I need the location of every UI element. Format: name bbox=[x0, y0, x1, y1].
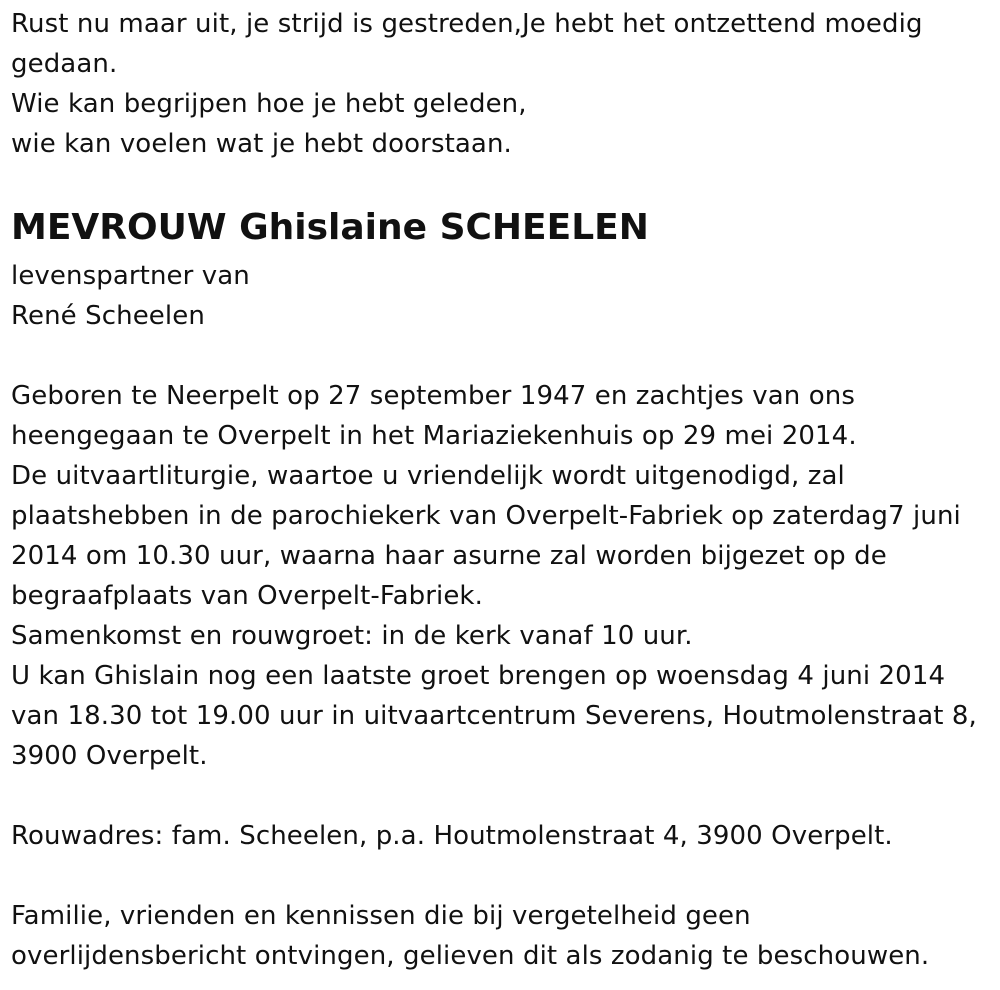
details-line: Samenkomst en rouwgroet: in de kerk vanaf 10 uur. bbox=[11, 621, 693, 651]
details-line: 2014 om 10.30 uur, waarna haar asurne zal worden bijgezet op de bbox=[11, 541, 887, 571]
details-line: Geboren te Neerpelt op 27 september 1947 en zachtjes van ons bbox=[11, 381, 855, 411]
closing-line: Familie, vrienden en kennissen die bij vergetelheid geen bbox=[11, 901, 751, 931]
details-line: U kan Ghislain nog een laatste groet brengen op woensdag 4 juni 2014 bbox=[11, 661, 946, 691]
poem bbox=[11, 0, 991, 164]
spacer bbox=[11, 856, 991, 896]
closing-note bbox=[11, 896, 991, 976]
partner-name: René Scheelen bbox=[11, 301, 205, 331]
details-line: van 18.30 tot 19.00 uur in uitvaartcentrum Severens, Houtmolenstraat 8, bbox=[11, 701, 977, 731]
obituary-notice bbox=[11, 0, 991, 976]
details-line: De uitvaartliturgie, waartoe u vriendelijk wordt uitgenodigd, zal bbox=[11, 461, 845, 491]
poem-line: Rust nu maar uit, je strijd is gestreden,Je hebt het ontzettend moedig bbox=[11, 9, 923, 39]
spacer bbox=[11, 776, 991, 816]
spacer bbox=[11, 336, 991, 376]
details-line: begraafplaats van Overpelt-Fabriek. bbox=[11, 581, 483, 611]
details-line: 3900 Overpelt. bbox=[11, 741, 208, 771]
details-line: heengegaan te Overpelt in het Mariaziekenhuis op 29 mei 2014. bbox=[11, 421, 857, 451]
poem-line: Wie kan begrijpen hoe je hebt geleden, bbox=[11, 89, 527, 119]
details-line: plaatshebben in de parochiekerk van Overpelt-Fabriek op zaterdag7 juni bbox=[11, 501, 961, 531]
mourning-address: Rouwadres: fam. Scheelen, p.a. Houtmolenstraat 4, 3900 Overpelt. bbox=[11, 821, 893, 851]
poem-line: wie kan voelen wat je hebt doorstaan. bbox=[11, 129, 512, 159]
funeral-details bbox=[11, 376, 991, 776]
poem-line: gedaan. bbox=[11, 49, 118, 79]
closing-line: overlijdensbericht ontvingen, gelieven dit als zodanig te beschouwen. bbox=[11, 941, 930, 971]
relation-text: levenspartner van bbox=[11, 261, 250, 291]
deceased-name: MEVROUW Ghislaine SCHEELEN bbox=[11, 207, 649, 248]
